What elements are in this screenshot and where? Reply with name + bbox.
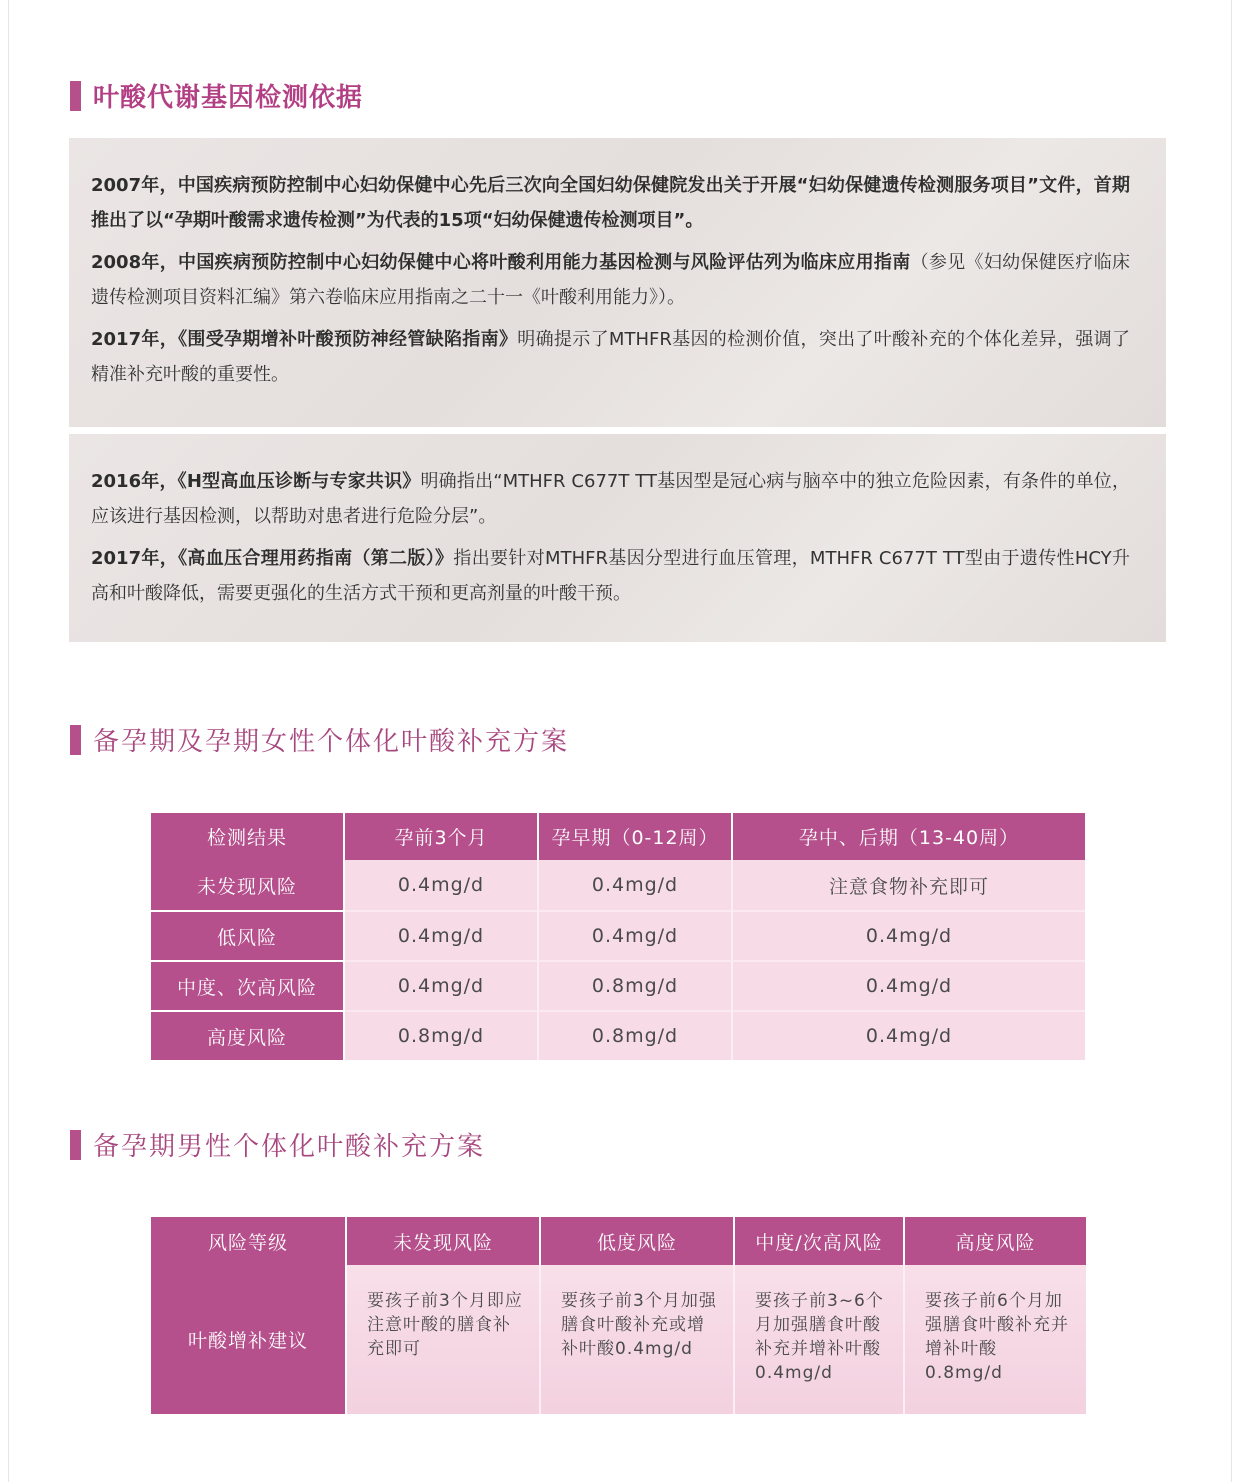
table-header-row (151, 1217, 1086, 1265)
table-cell: 0.4mg/d (539, 910, 733, 960)
paragraph-rest: 明确指出“MTHFR C677T TT基因型是冠心病与脑卒中的独立危险因素，有条件的单位，应该进行基因检测，以帮助对患者进行危险分层”。 (91, 471, 1130, 527)
women-plan-table (151, 813, 1085, 1060)
table-row (151, 960, 1085, 1010)
row-label: 未发现风险 (151, 860, 345, 910)
basis-heading (70, 77, 363, 114)
table-cell: 0.4mg/d (539, 860, 733, 910)
table-row (151, 860, 1085, 910)
table-cell: 0.8mg/d (539, 1010, 733, 1060)
basis-box-2 (69, 434, 1166, 642)
row-label: 中度、次高风险 (151, 960, 345, 1010)
table-cell: 0.4mg/d (345, 910, 539, 960)
paragraph-rest: 指出要针对MTHFR基因分型进行血压管理，MTHFR C677T TT型由于遗传性HCY升高和叶酸降低，需要更强化的生活方式干预和更高剂量的叶酸干预。 (91, 548, 1130, 604)
men-heading (70, 1126, 485, 1163)
header-cell: 低度风险 (541, 1217, 735, 1265)
paragraph-lead: 2007年，中国疾病预防控制中心妇幼保健中心先后三次向全国妇幼保健院发出关于开展“妇幼保健遗传检测服务项目”文件，首期推出了以“孕期叶酸需求遗传检测”为代表的15项“妇幼保健遗传检测项目”。 (91, 175, 1130, 231)
heading-bar (70, 725, 81, 755)
header-cell: 中度/次高风险 (735, 1217, 905, 1265)
table-cell: 0.4mg/d (345, 960, 539, 1010)
row-label: 低风险 (151, 910, 345, 960)
table-row (151, 1265, 1086, 1414)
women-title: 备孕期及孕期女性个体化叶酸补充方案 (93, 727, 570, 757)
basis-paragraph (91, 245, 1130, 315)
basis-box-1 (69, 138, 1166, 427)
paragraph-rest: 明确提示了MTHFR基因的检测价值，突出了叶酸补充的个体化差异，强调了精准补充叶酸的重要性。 (91, 329, 1130, 385)
table-cell: 0.8mg/d (539, 960, 733, 1010)
table-cell: 0.4mg/d (733, 960, 1085, 1010)
table-cell: 0.4mg/d (733, 1010, 1085, 1060)
heading-bar (70, 81, 81, 111)
advice-cell: 要孩子前3~6个月加强膳食叶酸补充并增补叶酸0.4mg/d (735, 1265, 905, 1414)
header-cell: 孕前3个月 (345, 813, 539, 860)
paragraph-rest: （参见《妇幼保健医疗临床遗传检测项目资料汇编》第六卷临床应用指南之二十一《叶酸利用能力》）。 (91, 252, 1131, 308)
header-cell: 孕早期（0-12周） (539, 813, 733, 860)
header-cell: 检测结果 (151, 813, 345, 860)
row-label: 高度风险 (151, 1010, 345, 1060)
row-label: 叶酸增补建议 (151, 1265, 347, 1414)
header-cell: 未发现风险 (347, 1217, 541, 1265)
basis-paragraph (91, 541, 1130, 611)
paragraph-lead: 2017年，《高血压合理用药指南（第二版）》 (91, 548, 454, 569)
men-title: 备孕期男性个体化叶酸补充方案 (93, 1132, 486, 1162)
header-cell: 高度风险 (905, 1217, 1086, 1265)
advice-cell: 要孩子前3个月即应注意叶酸的膳食补充即可 (347, 1265, 541, 1414)
table-row (151, 910, 1085, 960)
table-cell: 0.4mg/d (345, 860, 539, 910)
table-cell: 0.4mg/d (733, 910, 1085, 960)
basis-paragraph (91, 464, 1130, 534)
advice-cell: 要孩子前6个月加强膳食叶酸补充并增补叶酸0.8mg/d (905, 1265, 1086, 1414)
basis-paragraph (91, 168, 1130, 238)
basis-title: 叶酸代谢基因检测依据 (93, 83, 364, 113)
header-cell: 风险等级 (151, 1217, 347, 1265)
men-plan-table (151, 1217, 1086, 1414)
table-header-row (151, 813, 1085, 860)
paragraph-lead: 2017年，《围受孕期增补叶酸预防神经管缺陷指南》 (91, 329, 518, 350)
paragraph-lead: 2008年，中国疾病预防控制中心妇幼保健中心将叶酸利用能力基因检测与风险评估列为临床应用指南 (91, 252, 911, 273)
heading-bar (70, 1130, 81, 1160)
women-heading (70, 721, 569, 758)
table-cell: 0.8mg/d (345, 1010, 539, 1060)
advice-cell: 要孩子前3个月加强膳食叶酸补充或增补叶酸0.4mg/d (541, 1265, 735, 1414)
table-cell: 注意食物补充即可 (733, 860, 1085, 910)
header-cell: 孕中、后期（13-40周） (733, 813, 1085, 860)
paragraph-lead: 2016年，《H型高血压诊断与专家共识》 (91, 471, 421, 492)
basis-paragraph (91, 322, 1130, 392)
table-row (151, 1010, 1085, 1060)
